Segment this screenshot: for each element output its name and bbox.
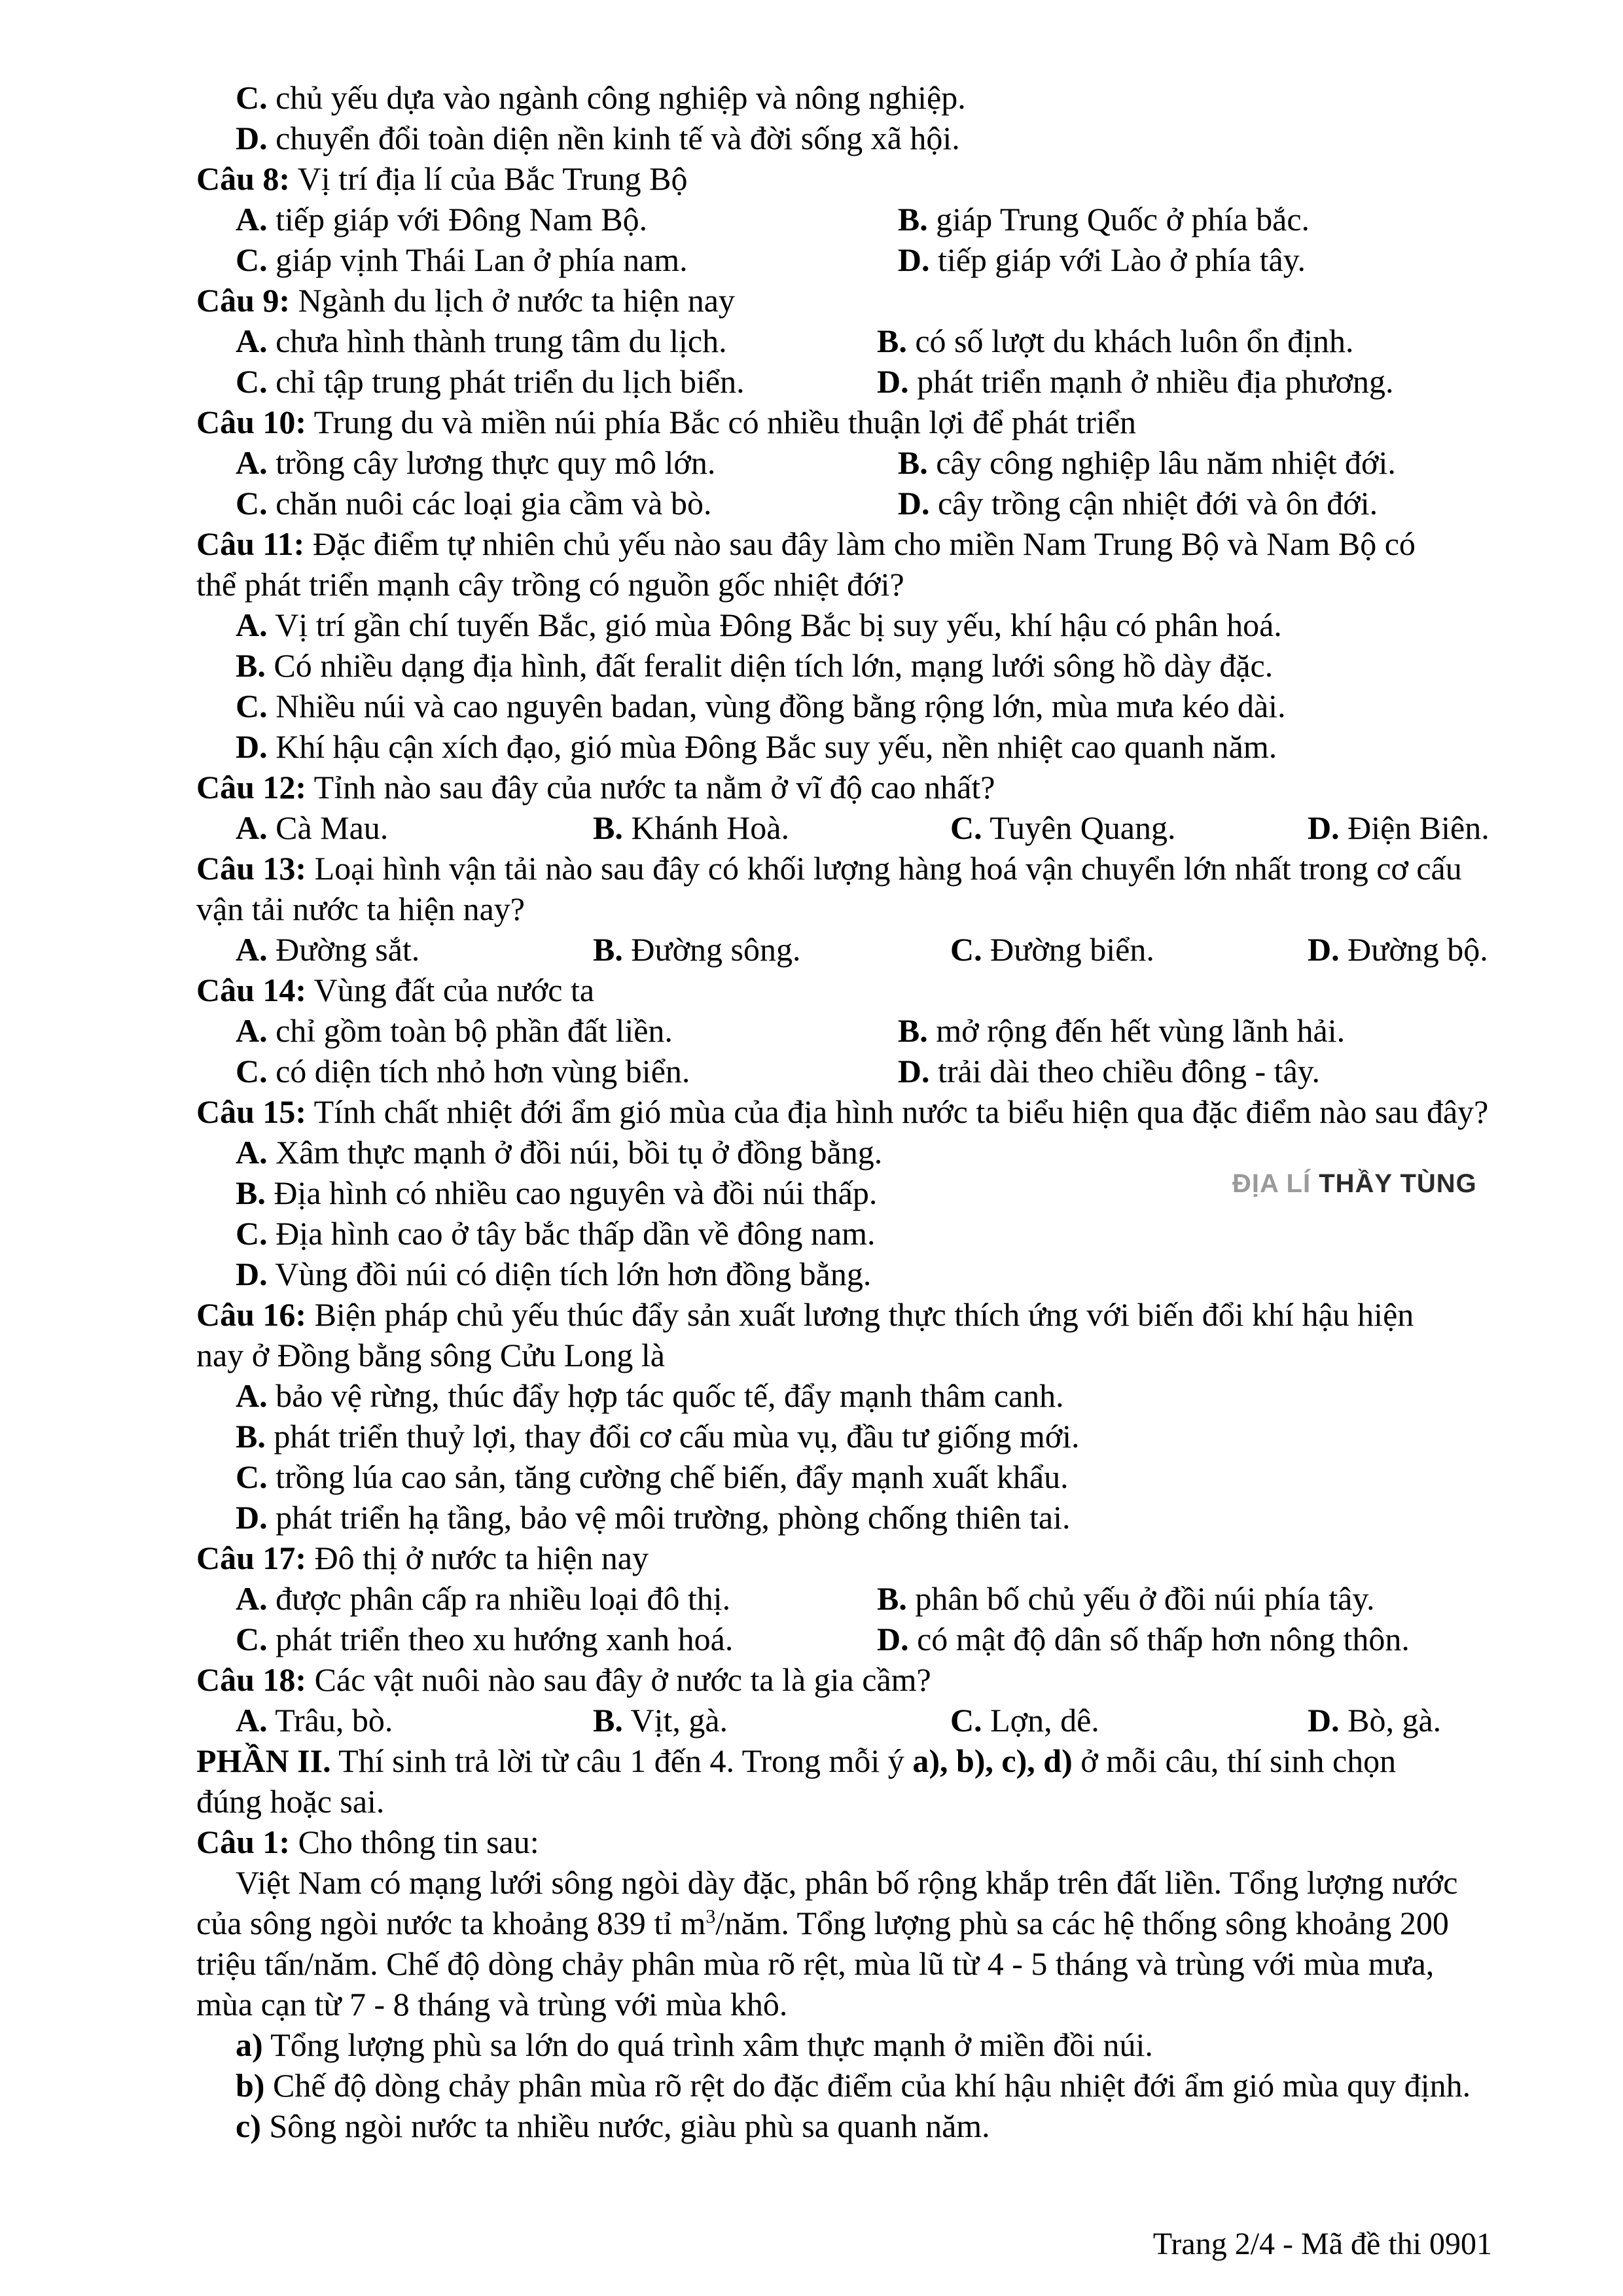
options-row <box>196 1010 1499 1051</box>
option-d: D. Khí hậu cận xích đạo, gió mùa Đông Bắc suy yếu, nền nhiệt cao quanh năm. <box>236 728 1277 765</box>
option-b: B. giáp Trung Quốc ở phía bắc. <box>897 201 1310 238</box>
option-d: D. Đường bộ. <box>1308 931 1488 968</box>
options-row <box>196 361 1499 402</box>
statement-b: b) Chế độ dòng chảy phân mùa rõ rệt do đặc điểm của khí hậu nhiệt đới ẩm gió mùa quy định. <box>236 2067 1471 2104</box>
part-2-question-1: Câu 1: Cho thông tin sau: <box>196 1824 539 1860</box>
option-c: C. chăn nuôi các loại gia cầm và bò. <box>236 485 712 521</box>
option-b: B. mở rộng đến hết vùng lãnh hải. <box>897 1012 1346 1049</box>
option-b: B. cây công nghiệp lâu năm nhiệt đới. <box>897 444 1396 481</box>
options-row <box>196 929 1499 970</box>
option-a: A. tiếp giáp với Đông Nam Bộ. <box>236 201 648 238</box>
option-d: D. Bò, gà. <box>1308 1702 1442 1739</box>
option-d: D. phát triển mạnh ở nhiều địa phương. <box>877 363 1394 400</box>
option-a: A. chưa hình thành trung tâm du lịch. <box>236 323 727 359</box>
question-18: Câu 18: Các vật nuôi nào sau đây ở nước ta là gia cầm? <box>196 1661 931 1698</box>
option-d: D. tiếp giáp với Lào ở phía tây. <box>897 241 1306 278</box>
statement-a: a) Tổng lượng phù sa lớn do quá trình xâm thực mạnh ở miền đồi núi. <box>236 2026 1153 2063</box>
option-c: C. Lợn, dê. <box>950 1702 1099 1739</box>
option-c: C. có diện tích nhỏ hơn vùng biển. <box>236 1053 690 1089</box>
page-footer: Trang 2/4 - Mã đề thi 0901 <box>1152 2227 1492 2261</box>
options-row <box>196 199 1499 239</box>
option-a: A. Đường sắt. <box>236 931 420 968</box>
option-b: B. Vịt, gà. <box>593 1702 728 1739</box>
question-12: Câu 12: Tỉnh nào sau đây của nước ta nằm ở vĩ độ cao nhất? <box>196 769 995 805</box>
option-c: C. chỉ tập trung phát triển du lịch biển. <box>236 363 745 400</box>
option-c: C. Nhiều núi và cao nguyên badan, vùng đồng bằng rộng lớn, mùa mưa kéo dài. <box>236 688 1286 724</box>
option-a: A. được phân cấp ra nhiều loại đô thị. <box>236 1580 731 1617</box>
question-11-cont: thể phát triển mạnh cây trồng có nguồn gốc nhiệt đới? <box>196 566 904 603</box>
question-9: Câu 9: Ngành du lịch ở nước ta hiện nay <box>196 282 735 319</box>
options-row <box>196 1619 1499 1659</box>
option-b: B. Có nhiều dạng địa hình, đất feralit diện tích lớn, mạng lưới sông hồ dày đặc. <box>236 647 1274 684</box>
option-c: C. Tuyên Quang. <box>950 809 1176 846</box>
question-13-cont: vận tải nước ta hiện nay? <box>196 891 525 927</box>
option-d: D. có mật độ dân số thấp hơn nông thôn. <box>877 1621 1410 1657</box>
options-row <box>196 1051 1499 1091</box>
question-14: Câu 14: Vùng đất của nước ta <box>196 972 595 1008</box>
question-17: Câu 17: Đô thị ở nước ta hiện nay <box>196 1540 649 1576</box>
options-row <box>196 483 1499 523</box>
options-row <box>196 807 1499 848</box>
part-2-heading: PHẦN II. Thí sinh trả lời từ câu 1 đến 4. Trong mỗi ý a), b), c), d) ở mỗi câu, thí sinh chọn <box>196 1742 1397 1779</box>
passage-line: Việt Nam có mạng lưới sông ngòi dày đặc, phân bố rộng khắp trên đất liền. Tổng lượng nước <box>236 1864 1458 1901</box>
option-c: C. trồng lúa cao sản, tăng cường chế biến, đẩy mạnh xuất khẩu. <box>236 1458 1069 1495</box>
exam-page <box>196 77 1499 2146</box>
option-d: D. cây trồng cận nhiệt đới và ôn đới. <box>897 485 1378 521</box>
question-16-cont: nay ở Đồng bằng sông Cửu Long là <box>196 1337 665 1373</box>
part-2-heading-cont: đúng hoặc sai. <box>196 1783 385 1820</box>
question-15: Câu 15: Tính chất nhiệt đới ẩm gió mùa của địa hình nước ta biểu hiện qua đặc điểm nào sau đây? <box>196 1093 1489 1130</box>
option-d: D. Vùng đồi núi có diện tích lớn hơn đồng bằng. <box>236 1256 872 1292</box>
question-13: Câu 13: Loại hình vận tải nào sau đây có khối lượng hàng hoá vận chuyển lớn nhất trong cơ cấu <box>196 850 1462 887</box>
option-d: D. Điện Biên. <box>1308 809 1489 846</box>
option-c: C. Địa hình cao ở tây bắc thấp dần về đông nam. <box>236 1215 876 1252</box>
passage-line: triệu tấn/năm. Chế độ dòng chảy phân mùa rõ rệt, mùa lũ từ 4 - 5 tháng và trùng với mùa mưa, <box>196 1945 1435 1982</box>
option-c: C. phát triển theo xu hướng xanh hoá. <box>236 1621 734 1657</box>
option-d: D. chuyển đổi toàn diện nền kinh tế và đời sống xã hội. <box>236 120 960 156</box>
option-a: A. chỉ gồm toàn bộ phần đất liền. <box>236 1012 673 1049</box>
option-b: B. phát triển thuỷ lợi, thay đổi cơ cấu mùa vụ, đầu tư giống mới. <box>236 1418 1080 1455</box>
question-10: Câu 10: Trung du và miền núi phía Bắc có nhiều thuận lợi để phát triển <box>196 404 1136 440</box>
question-11: Câu 11: Đặc điểm tự nhiên chủ yếu nào sau đây làm cho miền Nam Trung Bộ và Nam Bộ có <box>196 525 1416 562</box>
question-8: Câu 8: Vị trí địa lí của Bắc Trung Bộ <box>196 160 688 197</box>
options-row <box>196 321 1499 361</box>
options-row <box>196 1700 1499 1740</box>
option-c: C. chủ yếu dựa vào ngành công nghiệp và nông nghiệp. <box>236 79 966 116</box>
options-row <box>196 239 1499 280</box>
watermark-logo: ĐỊA LÍ THẦY TÙNG <box>1232 1169 1477 1199</box>
option-a: A. Vị trí gần chí tuyến Bắc, gió mùa Đông Bắc bị suy yếu, khí hậu có phân hoá. <box>236 607 1282 643</box>
option-b: B. Địa hình có nhiều cao nguyên và đồi núi thấp. <box>236 1174 878 1211</box>
option-d: D. phát triển hạ tầng, bảo vệ môi trường, phòng chống thiên tai. <box>236 1499 1071 1536</box>
passage-line: của sông ngòi nước ta khoảng 839 tỉ $m^3$/năm. Tổng lượng phù sa các hệ thống sông khoảng 200 <box>196 1905 1449 1941</box>
option-b: B. Đường sông. <box>593 931 801 968</box>
question-16: Câu 16: Biện pháp chủ yếu thúc đẩy sản xuất lương thực thích ứng với biến đổi khí hậu hiện <box>196 1296 1414 1333</box>
option-a: A. Trâu, bò. <box>236 1702 393 1739</box>
options-row <box>196 1578 1499 1619</box>
option-d: D. trải dài theo chiều đông - tây. <box>897 1053 1321 1089</box>
option-c: C. Đường biển. <box>950 931 1154 968</box>
option-c: C. giáp vịnh Thái Lan ở phía nam. <box>236 241 688 278</box>
option-b: B. có số lượt du khách luôn ổn định. <box>877 323 1354 359</box>
options-row <box>196 442 1499 483</box>
option-b: B. phân bố chủ yếu ở đồi núi phía tây. <box>877 1580 1375 1617</box>
option-a: A. bảo vệ rừng, thúc đẩy hợp tác quốc tế, đẩy mạnh thâm canh. <box>236 1377 1064 1414</box>
option-a: A. Xâm thực mạnh ở đồi núi, bồi tụ ở đồng bằng. <box>236 1134 883 1171</box>
option-a: A. trồng cây lương thực quy mô lớn. <box>236 444 716 481</box>
passage-line: mùa cạn từ 7 - 8 tháng và trùng với mùa khô. <box>196 1986 788 2022</box>
option-a: A. Cà Mau. <box>236 809 389 846</box>
statement-c: c) Sông ngòi nước ta nhiều nước, giàu phù sa quanh năm. <box>236 2108 990 2144</box>
option-b: B. Khánh Hoà. <box>593 809 789 846</box>
